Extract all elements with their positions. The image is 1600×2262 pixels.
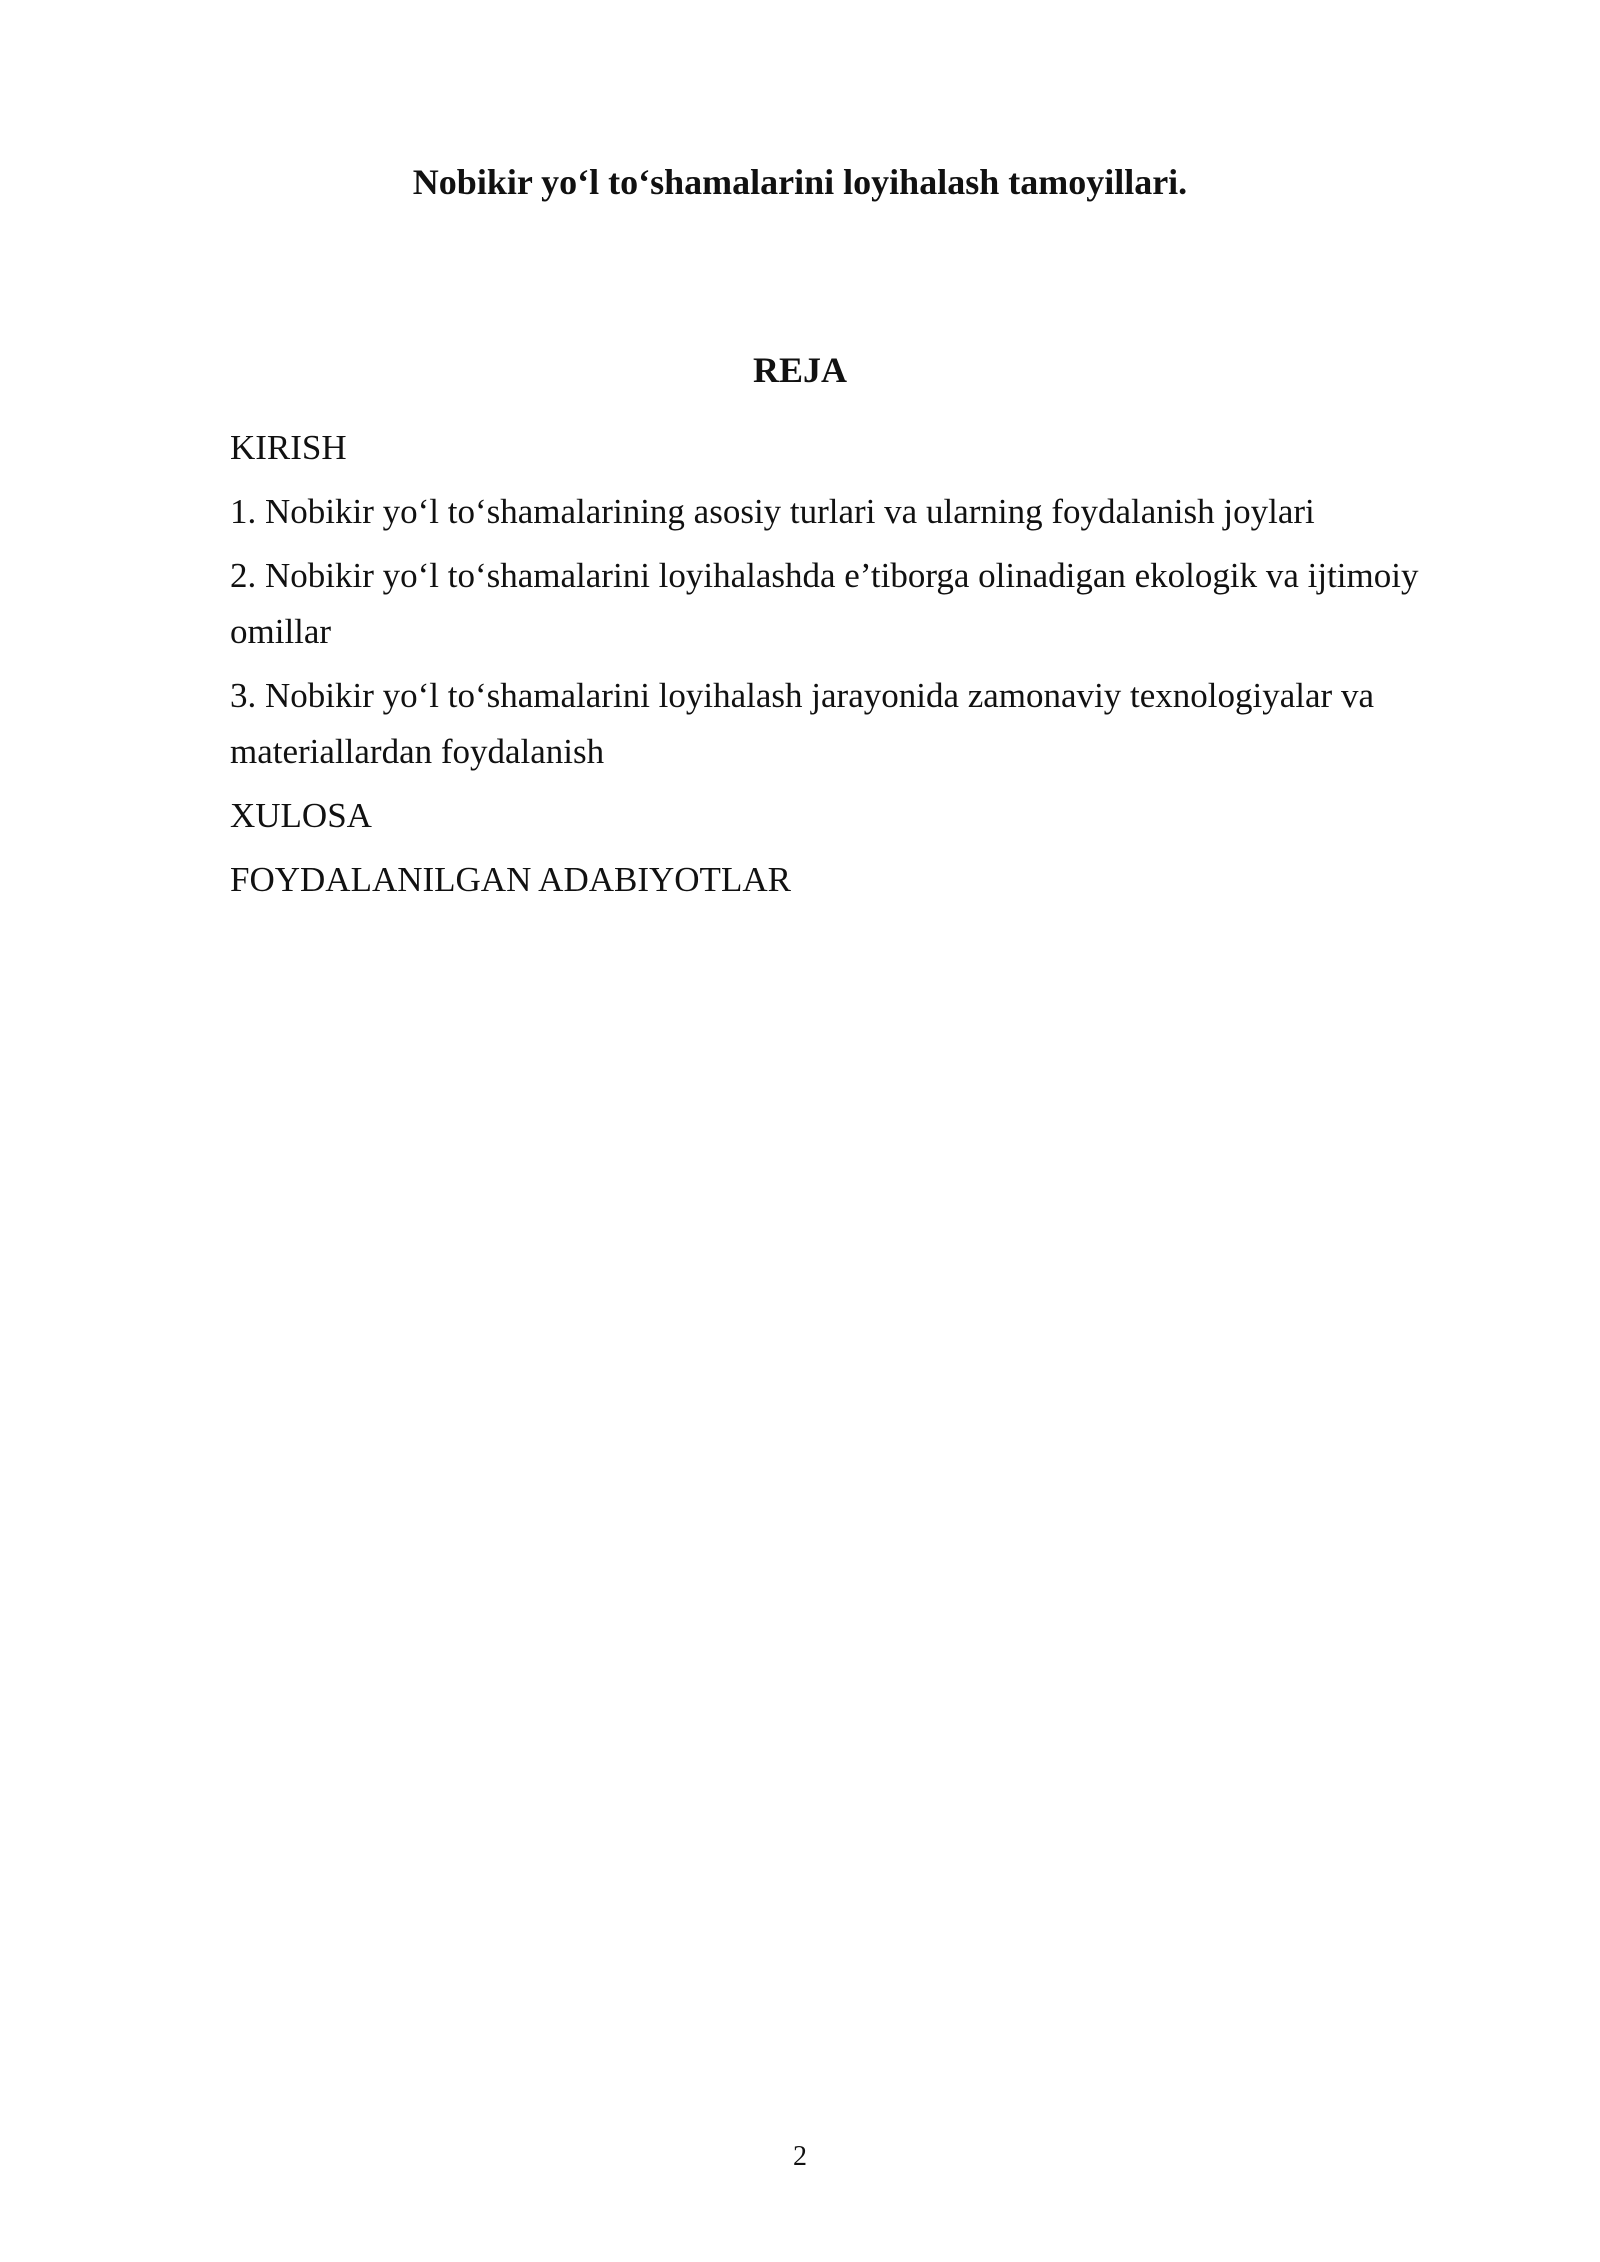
document-title: Nobikir yo‘l to‘shamalarini loyihalash tamoyillari. [412, 162, 1188, 202]
page-number: 2 [793, 2141, 807, 2172]
plan-item-conclusion: XULOSA [230, 796, 372, 835]
plan-item-3: 3. Nobikir yo‘l to‘shamalarini loyihalash jarayonida zamonaviy texnologiyalar va materiallardan foydalanish [230, 676, 1374, 771]
plan-item-2: 2. Nobikir yo‘l to‘shamalarini loyihalashda e’tiborga olinadigan ekologik va ijtimoiy omillar [230, 556, 1419, 651]
plan-item-references: FOYDALANILGAN ADABIYOTLAR [230, 860, 791, 899]
plan-item-1: 1. Nobikir yo‘l to‘shamalarining asosiy turlari va ularning foydalanish joylari [230, 492, 1315, 531]
plan-heading: REJA [752, 350, 847, 390]
plan-item-introduction: KIRISH [230, 428, 347, 467]
plan-list [230, 420, 1480, 916]
